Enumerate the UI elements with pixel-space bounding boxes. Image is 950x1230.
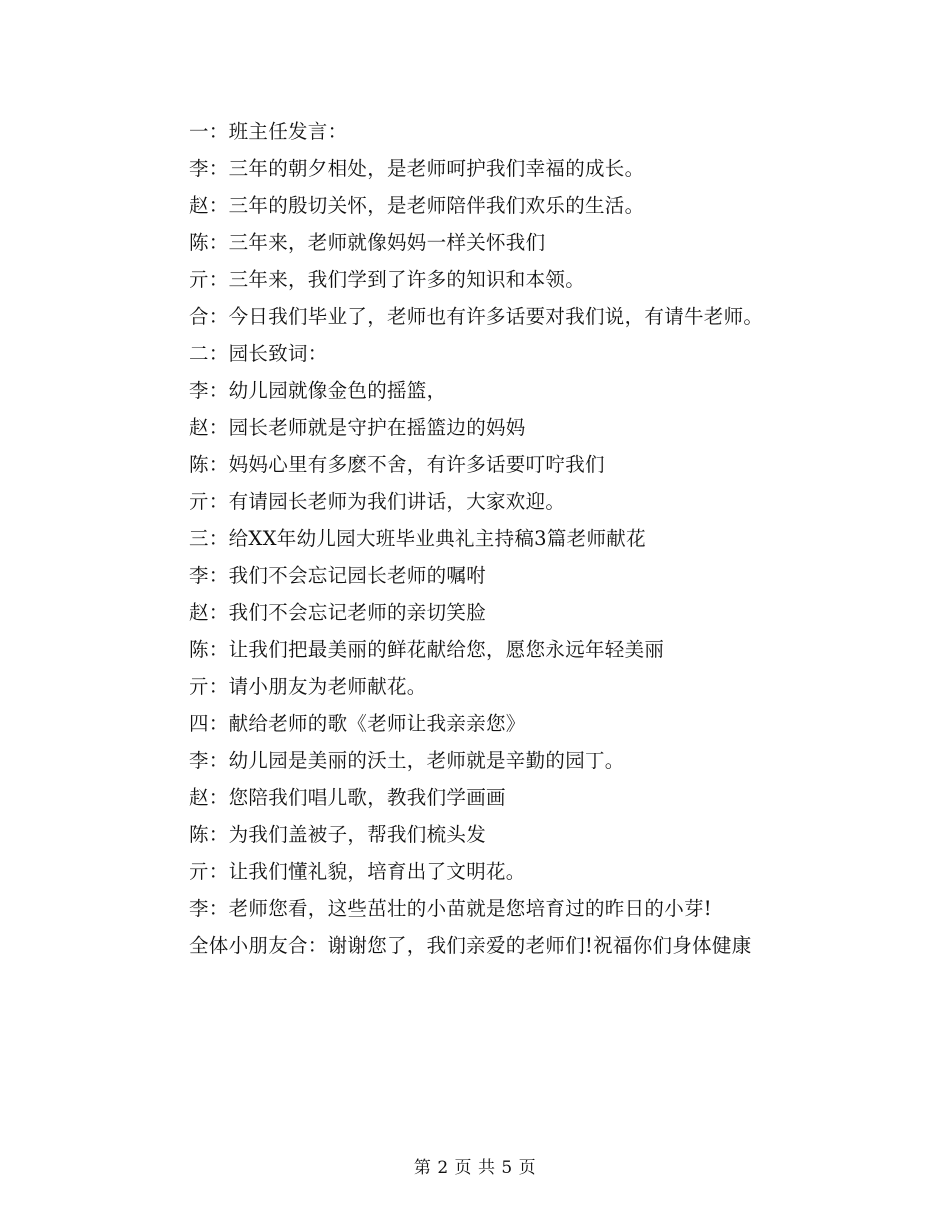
text-line: 亓：三年来，我们学到了许多的知识和本领。 — [189, 268, 586, 291]
text-line: 陈：为我们盖被子，帮我们梳头发 — [189, 823, 487, 846]
text-line: 李：老师您看，这些茁壮的小苗就是您培育过的昨日的小芽! — [189, 897, 712, 920]
section-heading-3: 三：给XX年幼儿园大班毕业典礼主持稿3篇老师献花 — [189, 527, 646, 550]
document-body — [189, 113, 869, 964]
text-line: 陈：三年来，老师就像妈妈一样关怀我们 — [189, 231, 546, 254]
text-line: 李：幼儿园是美丽的沃土，老师就是辛勤的园丁。 — [189, 749, 625, 772]
text-line: 合：今日我们毕业了，老师也有许多话要对我们说，有请牛老师。 — [189, 305, 764, 328]
section-heading-1: 一：班主任发言： — [189, 120, 348, 143]
text-line: 陈：让我们把最美丽的鲜花献给您，愿您永远年轻美丽 — [189, 638, 665, 661]
text-line: 亓：让我们懂礼貌，培育出了文明花。 — [189, 860, 526, 883]
text-line: 赵：园长老师就是守护在摇篮边的妈妈 — [189, 416, 526, 439]
page-number-footer: 第 2 页 共 5 页 — [413, 1158, 537, 1178]
text-line: 李：三年的朝夕相处，是老师呵护我们幸福的成长。 — [189, 157, 645, 180]
text-line: 全体小朋友合：谢谢您了，我们亲爱的老师们!祝福你们身体健康 — [189, 934, 752, 957]
section-heading-2: 二：园长致词： — [189, 342, 328, 365]
text-line: 李：我们不会忘记园长老师的嘱咐 — [189, 564, 487, 587]
text-line: 赵：我们不会忘记老师的亲切笑脸 — [189, 601, 487, 624]
text-line: 陈：妈妈心里有多麽不舍，有许多话要叮咛我们 — [189, 453, 605, 476]
text-line: 赵：您陪我们唱儿歌，教我们学画画 — [189, 786, 506, 809]
text-line: 亓：有请园长老师为我们讲话，大家欢迎。 — [189, 490, 566, 513]
text-line: 李：幼儿园就像金色的摇篮， — [189, 379, 447, 402]
text-line: 亓：请小朋友为老师献花。 — [189, 675, 427, 698]
text-line: 赵：三年的殷切关怀，是老师陪伴我们欢乐的生活。 — [189, 194, 645, 217]
section-heading-4: 四：献给老师的歌《老师让我亲亲您》 — [189, 712, 526, 735]
